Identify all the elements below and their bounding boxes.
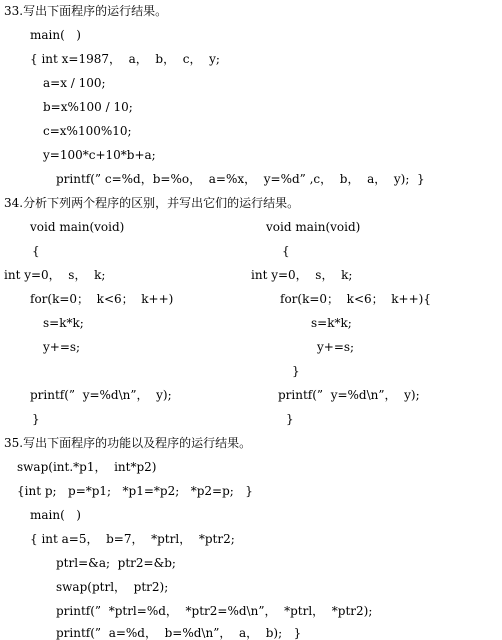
q34-right-code-line: for(k=0； k<6； k++){ — [280, 292, 431, 306]
q34-left-code-line: y+=s; — [43, 340, 81, 354]
q33-code-line: c=x%100%10; — [43, 124, 132, 138]
q34-right-code-line: int y=0， s， k; — [251, 268, 353, 282]
q34-left-code-line: int y=0， s， k; — [4, 268, 106, 282]
q33-heading: 33.写出下面程序的运行结果。 — [4, 4, 168, 18]
q35-code-line: ptrl=&a; ptr2=&b; — [56, 556, 176, 570]
q34-left-code-line: { — [32, 244, 40, 258]
q34-left-code-line: void main(void) — [30, 220, 125, 234]
q35-code-line: swap(int.*p1， int*p2) — [17, 460, 157, 474]
q34-heading: 34.分析下列两个程序的区别，并写出它们的运行结果。 — [4, 196, 300, 210]
q34-right-code-line: void main(void) — [266, 220, 361, 234]
q35-code-line: printf(” a=%d， b=%d\n”， a， b); } — [56, 626, 302, 640]
q34-right-code-line: s=k*k; — [311, 316, 352, 330]
q33-code-line: { int x=1987， a， b， c， y; — [30, 52, 220, 66]
q33-code-line: b=x%100 / 10; — [43, 100, 133, 114]
q34-right-code-line: } — [286, 412, 294, 426]
q34-left-code-line: for(k=0； k<6； k++) — [30, 292, 174, 306]
q34-right-code-line: y+=s; — [317, 340, 355, 354]
q35-code-line: main( ) — [30, 508, 81, 522]
q35-code-line: printf(” *ptrl=%d， *ptr2=%d\n”， *ptrl， *ptr2); — [56, 604, 373, 618]
q34-left-code-line: } — [32, 412, 40, 426]
q35-code-line: {int p; p=*p1; *p1=*p2; *p2=p; } — [17, 484, 253, 498]
q35-heading: 35.写出下面程序的功能以及程序的运行结果。 — [4, 436, 252, 450]
q35-code-line: { int a=5， b=7， *ptrl， *ptr2; — [30, 532, 235, 546]
q34-left-code-line: s=k*k; — [43, 316, 84, 330]
q35-code-line: swap(ptrl， ptr2); — [56, 580, 169, 594]
q33-code-line: a=x / 100; — [43, 76, 106, 90]
q34-right-code-line: { — [282, 244, 290, 258]
q33-code-line: main( ) — [30, 28, 81, 42]
q34-right-code-line: } — [292, 364, 300, 378]
q34-left-code-line: printf(” y=%d\n”， y); — [30, 388, 172, 402]
q33-code-line: y=100*c+10*b+a; — [43, 148, 156, 162]
q33-code-line: printf(” c=%d，b=%o， a=%x， y=%d” ,c， b， a， y); } — [56, 172, 425, 186]
q34-right-code-line: printf(” y=%d\n”， y); — [278, 388, 420, 402]
